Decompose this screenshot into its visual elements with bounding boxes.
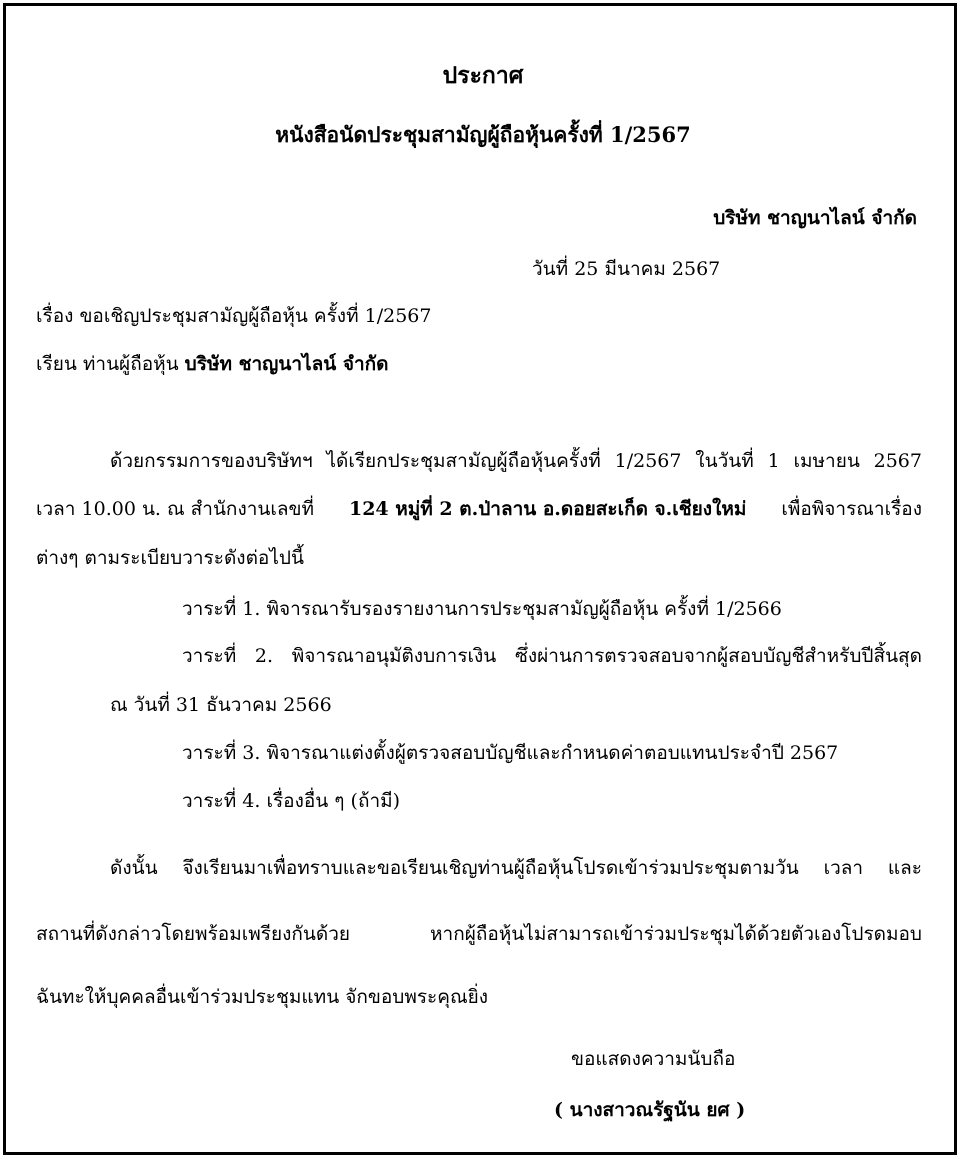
- agenda-item-2-line-2: ณ วันที่ 31 ธันวาคม 2566: [110, 694, 332, 716]
- recipient-label: เรียน: [36, 353, 77, 375]
- paragraph-1-line-2: [36, 497, 922, 521]
- signatory-name: ( นางสาวณรัฐนัน ยศ ): [554, 1099, 746, 1121]
- agenda-item-2-line-1: วาระที่ 2. พิจารณาอนุมัติงบการเงิน ซึ่งผ่านการตรวจสอบจากผู้สอบบัญชีสำหรับปีสิ้นสุด: [182, 645, 922, 667]
- closing-salutation: ขอแสดงความนับถือ: [571, 1048, 736, 1070]
- meeting-address: 124 หมู่ที่ 2 ต.ป่าลาน อ.ดอยสะเก็ด จ.เชียงใหม่: [348, 498, 747, 520]
- meeting-time-text: เวลา 10.00 น. ณ สำนักงานเลขที่: [36, 498, 315, 520]
- company-header: บริษัท ชาญนาไลน์ จำกัด: [713, 207, 917, 229]
- announcement-title: ประกาศ: [442, 62, 524, 89]
- subject-text: ขอเชิญประชุมสามัญผู้ถือหุ้น ครั้งที่ 1/2567: [79, 305, 432, 327]
- document-date: วันที่ 25 มีนาคม 2567: [532, 258, 721, 280]
- meeting-notice-subtitle: หนังสือนัดประชุมสามัญผู้ถือหุ้นครั้งที่ 1/2567: [275, 122, 691, 147]
- purpose-text: เพื่อพิจารณาเรื่อง: [781, 498, 922, 520]
- paragraph-1-line-3: ต่างๆ ตามระเบียบวาระดังต่อไปนี้: [36, 547, 304, 569]
- agenda-item-4: วาระที่ 4. เรื่องอื่น ๆ (ถ้ามี): [182, 790, 401, 812]
- document-frame: [3, 3, 957, 1155]
- paragraph-1-line-1: ด้วยกรรมการของบริษัทฯ ได้เรียกประชุมสามัญผู้ถือหุ้นครั้งที่ 1/2567 ในวันที่ 1 เมษายน 2567: [110, 450, 922, 472]
- agenda-item-3: วาระที่ 3. พิจารณาแต่งตั้งผู้ตรวจสอบบัญชีและกำหนดค่าตอบแทนประจำปี 2567: [182, 742, 839, 764]
- subject-label: เรื่อง: [36, 305, 74, 327]
- subject-line: [36, 304, 432, 328]
- paragraph-2-line-2: สถานที่ดังกล่าวโดยพร้อมเพรียงกันด้วย หากผู้ถือหุ้นไม่สามารถเข้าร่วมประชุมได้ด้วยตัวเองโปรดมอบ: [36, 923, 922, 945]
- paragraph-2-line-3: ฉันทะให้บุคคลอื่นเข้าร่วมประชุมแทน จักขอบพระคุณยิ่ง: [36, 986, 489, 1008]
- recipient-company: บริษัท ชาญนาไลน์ จำกัด: [184, 353, 389, 375]
- recipient-line: [36, 352, 388, 376]
- agenda-item-1: วาระที่ 1. พิจารณารับรองรายงานการประชุมสามัญผู้ถือหุ้น ครั้งที่ 1/2566: [182, 598, 782, 620]
- recipient-text: ท่านผู้ถือหุ้น: [82, 353, 179, 375]
- paragraph-2-line-1: ดังนั้น จึงเรียนมาเพื่อทราบและขอเรียนเชิญท่านผู้ถือหุ้นโปรดเข้าร่วมประชุมตามวัน เวลา และ: [110, 857, 922, 879]
